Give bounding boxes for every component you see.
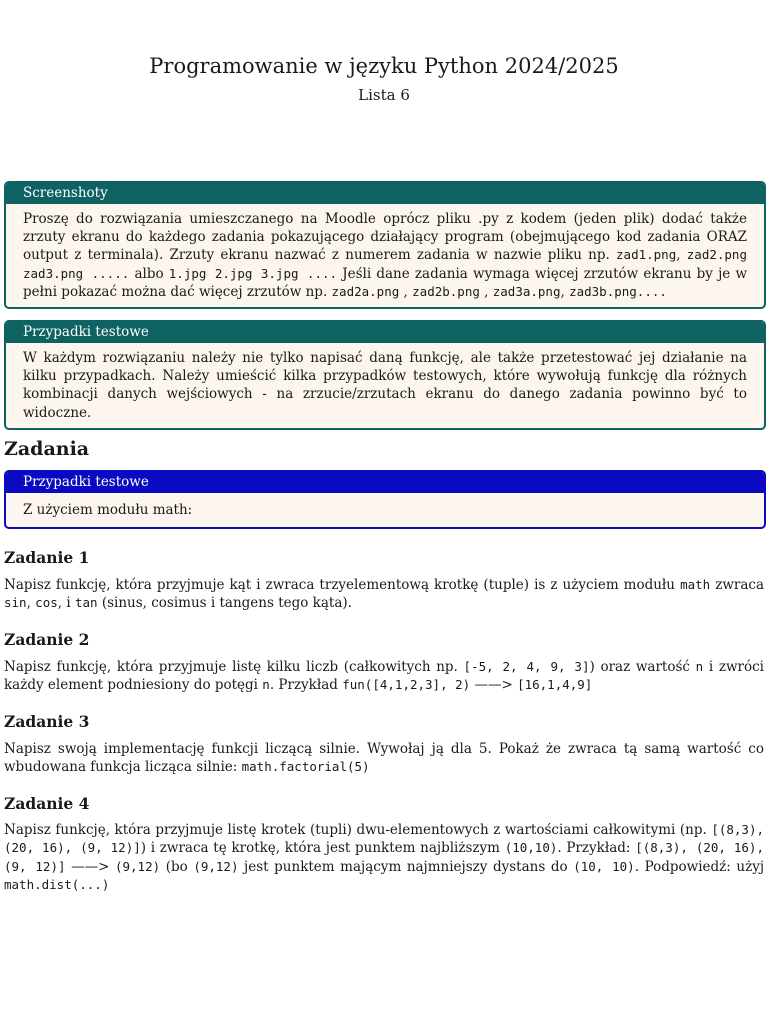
inline-code: [(8,3), (20, 16), (9, 12)] [4, 840, 764, 874]
test-cases-box [4, 320, 766, 430]
task-4-text [4, 821, 764, 895]
text-run: , [676, 247, 687, 264]
inline-code: (10,10) [504, 840, 558, 856]
text-run: , i [57, 595, 75, 612]
text-run: albo [129, 265, 169, 282]
text-run: Napisz swoją implementację funkcji liczącą silnie. Wywołaj ją dla 5. Pokaż że zwraca tą samą wartość co wbudowana funkcja licząca silnie: [4, 741, 764, 776]
text-run: ——> [65, 858, 115, 875]
document-title: Programowanie w języku Python 2024/2025 [149, 54, 619, 78]
text-run: ) oraz wartość [589, 659, 696, 675]
task-4-title: Zadanie 4 [4, 794, 90, 813]
text-run: ) i zwraca tę krotkę, która jest punktem najbliższym [140, 840, 505, 857]
inline-code: n [695, 659, 704, 674]
text-run: . Przykład [269, 677, 343, 694]
inline-code: cos [35, 595, 58, 611]
inline-code: [(8,3), (20, 16), (9, 12)] [4, 822, 764, 856]
text-run: Napisz funkcję, która przyjmuje listę krotek (tupli) dwu-elementowych z wartościami całkowitymi (np. [4, 822, 712, 838]
text-run: (sinus, cosimus i tangens tego kąta). [97, 595, 352, 612]
screenshots-box-text [6, 204, 764, 307]
inline-code: zad2a.png [331, 283, 400, 299]
text-run: , [26, 595, 36, 612]
text-run: (bo [160, 858, 194, 875]
text-run: ——> [470, 677, 518, 694]
task-2-text [4, 658, 764, 695]
inline-code: [-5, 2, 4, 9, 3] [463, 659, 590, 674]
inline-code: n [262, 677, 270, 693]
text-run: Napisz funkcję, która przyjmuje listę kilku liczb (całkowitych np. [4, 659, 464, 675]
inline-code: fun([4,1,2,3], 2) [342, 677, 471, 693]
inline-code: [16,1,4,9] [517, 677, 593, 693]
task-1-text [4, 576, 764, 613]
text-run: zwraca [710, 577, 764, 593]
inline-code: (9,12) [114, 858, 161, 874]
inline-code: zad1.png [616, 247, 677, 263]
text-run: i zwróci każdy element podniesiony do potęgi [4, 659, 764, 694]
inline-code: 1.jpg 2.jpg 3.jpg .... [168, 265, 338, 281]
text-run: jest punktem mającym najmniejszy dystans do [238, 858, 574, 875]
screenshots-box-title: Screenshoty [6, 183, 764, 204]
text-run: . Przykład: [557, 840, 636, 857]
math-info-box-text [6, 493, 764, 527]
inline-code: math [680, 577, 711, 592]
inline-code: (9,12) [193, 858, 239, 874]
section-title: Zadania [4, 438, 90, 460]
task-2-title: Zadanie 2 [4, 630, 90, 649]
test-cases-box-title: Przypadki testowe [6, 322, 764, 343]
text-run: Proszę do rozwiązania umieszczanego na Moodle oprócz pliku .py z kodem (jeden plik) dodać także zrzuty ekranu do każdego zadania pokazującego działający program (obejmującego kod zadania ORAZ output z terminala). Zrzuty ekranu nazwać z numerem zadania w nazwie pliku np. [23, 211, 747, 264]
text-run: , [399, 283, 413, 300]
text-run: W każdym rozwiązaniu należy nie tylko napisać daną funkcję, ale także przetestować jej działanie na kilku przypadkach. Należy umieścić kilka przypadków testowych, które wywołują funkcję dla różnych kombinacji danych wejściowych - na zrzucie/zrzutach ekranu do danego zadania powinno być to widoczne. [23, 350, 747, 421]
inline-code: tan [74, 595, 98, 611]
inline-code: zad2.png zad3.png ..... [23, 247, 747, 281]
inline-code: math.factorial(5) [241, 759, 370, 775]
test-cases-box-text [6, 343, 764, 428]
task-1-title: Zadanie 1 [4, 548, 90, 567]
screenshots-box [4, 181, 766, 309]
text-run: Jeśli dane zadania wymaga więcej zrzutów ekranu by je w pełni pokazać można dać więcej zrzutów np. [23, 265, 748, 300]
task-3-text [4, 740, 764, 777]
text-run: Z użyciem modułu math: [23, 502, 193, 518]
math-info-box [4, 470, 766, 529]
text-run: , [479, 283, 493, 300]
inline-code: zad3b.png.... [569, 283, 667, 299]
inline-code: zad2b.png [412, 283, 480, 299]
task-3-title: Zadanie 3 [4, 712, 90, 731]
inline-code: zad3a.png [492, 283, 561, 299]
inline-code: sin [4, 595, 27, 611]
inline-code: math.dist(...) [4, 877, 110, 893]
inline-code: (10, 10) [573, 858, 635, 874]
text-run: , [560, 283, 570, 300]
text-run: Napisz funkcję, która przyjmuje kąt i zwraca trzyelementową krotkę (tuple) is z użyciem modułu [4, 577, 681, 593]
document-subtitle: Lista 6 [358, 86, 410, 104]
text-run: . Podpowiedź: użyj [634, 858, 765, 875]
math-info-box-title: Przypadki testowe [6, 472, 764, 493]
